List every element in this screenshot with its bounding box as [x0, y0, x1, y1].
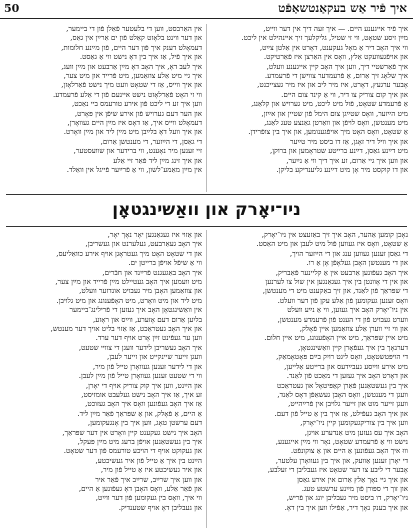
text-line: מיט ליד און מיט וואָרט, מיט האָפֿענונג און מיט גלויבן.	[56, 295, 202, 305]
text-line: האָב איך עס געזען מיט אַנדערע אויגן,	[304, 427, 408, 437]
text-line: וועגן זייער מוט און זייער גלויבן אין פֿרײַהייט,	[288, 399, 408, 409]
text-line: און הײַנט, ווען איך קוק צוריק אויף די יאָרן,	[85, 380, 202, 390]
text-line: אַ פֿרעמדע שטאָט, פֿול מיט ליכט, מיט גערויש און קלאַנג,	[251, 99, 408, 109]
text-line: און די מענטשן האָבן געלאָפֿן אָן אַ רו.	[306, 258, 408, 268]
text-line: און איך וועל דאָ בלײַבן מיט מײַן ליד און מײַן וואָרט.	[63, 127, 202, 137]
text-line: אַז איך האָב געפֿונען וואָס איך האָב געזוכט,	[85, 399, 202, 409]
text-line: און געקוקט אויף די הויכע טורעמס פֿון דער שטאָט.	[63, 446, 202, 456]
text-line: ווי איך, וואָס בין געקומען פֿון דער ווײַט,	[95, 493, 202, 503]
text-line: און ווען איך גיי אַרום, זע איך דיך ווי אַ נײַער,	[286, 155, 408, 165]
text-line: און ווען איך שרײַב, שרײַב איך פֿאַר איר	[95, 474, 202, 484]
text-line: און אויפֿגעוועקט אַלץ, וואָס אין האַרצן איז פֿאַרטיקט.	[263, 52, 408, 62]
text-line: און איך האָב געטראַכט, אַז אַזוי בליט אויך דער מענטש,	[50, 324, 202, 334]
text-line: איך לעב דאָ, איך האָב דאָ מײַן אַרבעט און מײַן וועג,	[61, 61, 202, 71]
text-line: אין האַרבסט, ווען די בלעטער פֿאַלן פֿון די ביימער,	[66, 24, 202, 33]
text-line: איך האָב געאַרבעט, געלערנט און געשריבן,	[85, 239, 202, 249]
text-line: ווי איך האָב דיר אַ מאָל געקענט, דאָרט אין אַלטן צײַט,	[259, 42, 408, 52]
top-right-column	[212, 24, 408, 192]
bottom-right-column	[212, 230, 408, 528]
text-line: בליִען אַרום דעם אָזערע, ווײַס און ראָזע,	[93, 314, 202, 324]
text-line: און ווי זיי ווערן אַלע צוזאַמען איין פֿאָלק,	[299, 324, 408, 334]
text-line: און איך האָב געפֿילט, אַז איך בין אַ טייל פֿון דעם.	[274, 408, 408, 418]
text-line: מיט מענטשן, וואָס לויפֿן און וואַרטן גאַנצע טעג לאַנג,	[264, 118, 408, 128]
text-line: אַ היים, אַ פֿאָלק, און אַ שפּראַך פֿאַר מײַן ליד.	[77, 408, 202, 418]
text-line: דעמאָלט ווייס איך, אַז דאָס איז מײַן היים געוואָרן,	[67, 118, 202, 128]
text-line: וואָס זענען געקומען פֿון אַלע עקן פֿון דער וועלט.	[277, 295, 408, 305]
text-line: דערנאָך בין איך געפֿאָרן קיין וואַשינגטאָן,	[298, 342, 408, 352]
text-line: אין ניו־יאָרק האָב איך געזען, ווי אַ נײַע וועלט	[287, 305, 408, 315]
text-line: אין מײַן מאַמע־לשון, ווי אַ פֿרײַער פֿייגל אין וואַלד.	[66, 165, 202, 175]
top-left-column	[6, 24, 202, 192]
text-line: מיט וועמען איך האָב געטיילט מײַן פֿרייד און מײַן צער,	[55, 277, 202, 287]
text-line: ווי זי האָט פֿאַרלאָזט נישט איינעם פֿון די אַלע פֿרעמדע.	[52, 89, 202, 99]
text-line: און איך וויל דיר זאָגן, אַז דו ביסט מיר טײַער	[289, 136, 408, 146]
text-line: און איך קום צוריק צו דיר, ווי אַ קינד צום היים.	[281, 89, 408, 99]
text-line: די גאַסן זענען געווען ענג און די הײַזער הויך,	[289, 248, 408, 258]
section-rule-top	[6, 194, 407, 195]
text-line: איך שלאָג זיך אַרום, אַ פֿרעמדער צווישן די פֿרעמדע.	[264, 71, 408, 81]
text-line: אַ שטאָט, וואָס האָט מיך אויפֿגענומען, און איך בין צופֿרידן.	[248, 127, 408, 137]
text-line: מײַן זיסע שטאָט, ווי זי שטיל, גליקלעך זיך איינהילט אין ליכט.	[241, 33, 408, 43]
text-line: ווי די שטעט זענען געוואָרן טייל פֿון מײַן לעבן.	[78, 371, 202, 381]
text-line: די גאַסן, די הײַזער, די מענטשן אַרום,	[100, 136, 202, 146]
column-gutter-top	[206, 24, 207, 192]
text-line: איך בין געשטאַנען פֿאַרן קאַפּיטאָל און געטראַכט	[276, 380, 408, 390]
text-line: אַ שטאָט, וואָס איז געווען פֿול מיט לעבן און מיט האַסט.	[256, 239, 408, 249]
text-line: דעמאָלט דענק איך פֿון דער היים, פֿון מײַנע חלומות,	[61, 42, 202, 52]
text-line: און איך גיי נאָך אַלץ אַרום אין אירע גאַסן	[297, 474, 408, 484]
page-number: 50	[4, 2, 20, 15]
text-line: ווי אַ שיפֿל אויפֿן ברייטן ים.	[128, 258, 202, 268]
text-line: וועגן זייער שיינקייט און זייער לעבן,	[106, 352, 202, 362]
text-line: איך האָב געפֿונען אַרבעט אין אַ קליינער פֿאַבריק,	[275, 267, 408, 277]
text-line: איך האָב באַגעגנט פֿרײַנד און חבֿרים,	[102, 267, 202, 277]
text-line: אין וואַשינגטאָן האָב איך געזען די פֿרילינג־ביימער	[69, 305, 202, 315]
text-line: נאָכן קומען אַהער, האָב איך זיך באַזעצט אין ניו־יאָרק,	[261, 230, 408, 239]
section-rule-bottom	[6, 226, 407, 227]
text-line: און איך בענק נאָך דיר, אַפֿילו ווען איך בין דאָ.	[284, 502, 408, 512]
text-line: זע איך, אַז איך האָב נישט געלעבט אומזיסט,	[81, 389, 202, 399]
text-line: און דאָרט האָב איך געזען די מאַכט פֿון לאַנד.	[286, 371, 408, 381]
text-line: מיט איין שפּראַך, מיט איין האָפֿענונג, מיט איין חלום.	[264, 333, 408, 343]
text-line: ניו־יאָרק, דו ביסט מיר געבליבן יונג און פֿריש,	[286, 493, 408, 503]
text-line: און זוך די ספּורן פֿון מײַנע ערשטע טעג.	[301, 483, 408, 493]
bottom-left-column	[6, 230, 202, 528]
text-line: און איך פֿיל, אַז איך בין דאָ נישט ווי אַ גאַסט.	[79, 52, 202, 62]
text-line: די שפּראַך פֿון לאַנד, און זיך באַקענט מיט די מענטשן,	[262, 286, 408, 296]
text-line: ווען איך בין צוריקגעקומען קיין ניו־יאָרק,	[300, 418, 408, 428]
text-line: הײַנט בין איך אַ טייל פֿון איר געשיכטע,	[95, 455, 202, 465]
text-line: און אין די אָוונטן בין איך געגאַנגען אין שול צו לערנען	[265, 277, 408, 287]
text-line: מיט הײַזער, וואָס שטײַגן צום הימל פֿון שטיין און אײַזן,	[261, 108, 408, 118]
text-line: און די לידער זענען געוואָרן טייל פֿון מיר,	[92, 361, 202, 371]
text-line: און געבליבן דאָ אויף שטענדיק.	[118, 502, 202, 512]
text-line: אָבער ערגעץ, דאָרט, איז מיר ליב און איז מיר געצייכנט,	[257, 80, 408, 90]
text-line: און איך זינג מײַן ליד פֿאַר זיי אַלע	[113, 155, 202, 165]
text-line: און אַזוי איז געגאַנגען יאָר נאָך יאָר,	[107, 230, 202, 239]
text-line: זיי זענען מיר נאָענט, ווי ברידער און שוועסטער,	[73, 146, 202, 156]
section-title: ניו־יאָרק און וואַשינגטאָן	[112, 200, 301, 220]
text-line: און די שטאָט האָט מיך געטראָגן אויף אירע כוואַליעס,	[56, 248, 202, 258]
text-line: וועגן די מענטשן, וואָס האָבן געשאַפֿן דאָס לאַנד,	[277, 389, 408, 399]
text-line: דעם ערשטן טאָג, ווען איך בין אָנגעקומען,	[87, 418, 202, 428]
text-line: מיט דײַנע גאַסן, דײַנע ברייטע שטראָמען און ברוקן,	[269, 146, 408, 156]
text-line: איך פֿאַרשטיי דיך, ווען איך האָב קיין אייגענע וועלט,	[266, 61, 408, 71]
text-line: די הויפּטשטאָט, וואָס ליגט רויִק בײַם פּאָטאָמאַק,	[276, 352, 408, 362]
text-line: איך גיי מיט אַלע צוזאַמען, מיט פֿרייד און מיט צער,	[63, 71, 202, 81]
text-line: וווּ איך האָב געפֿונען אַ היים און אַ צוקונפֿט.	[290, 446, 408, 456]
text-line: איך פֿיר אייגענע היים. — איך זעה דיך אין דער ווייט,	[263, 24, 408, 33]
text-line: האָב איך נישט געקענט קיין וואָרט אין דער שפּראַך,	[62, 427, 202, 437]
text-line: ווערט געבויט פֿון די הענט פֿון פֿרעמדע מענטשן,	[277, 314, 408, 324]
column-gutter-bottom	[206, 230, 207, 528]
text-line: און צוזאַמען האָבן מיר געבויט אונדזער וועלט,	[79, 286, 202, 296]
text-line: און הער דעם גערויש פֿון אירע שיפֿן אין פּאָרט,	[74, 108, 202, 118]
text-line: ווען ער געפֿינט זײַן אָרט אויף דער ערד.	[95, 333, 202, 343]
text-line: און איך ווייס, אַז די שטאָט וועט מיך נישט פֿאַרלאָזן,	[61, 80, 202, 90]
page-header	[0, 0, 413, 19]
text-line: ווען איך זע די ליכט פֿון אירע טורעמס ביי נאַכט,	[71, 99, 202, 109]
text-line: נישט ווי אַ פֿרעמדע שטאָט, נאָר ווי מײַן אייגענע,	[275, 436, 408, 446]
text-line: איך האָב געשריבן לידער וועגן די צוויי שטעט,	[78, 342, 202, 352]
text-line: מיט אירע ווײַסע געבײַדעס און ברייטע אַלייען,	[284, 361, 408, 371]
text-line: אָבער די ליבע צו דער שטאָט איז געבליבן די זעלבע,	[267, 465, 408, 475]
running-head: איך פֿיר אַש בעקאַנטשאַפֿט	[278, 1, 407, 15]
text-line: און דער ווינט בלאָזט קאַלט פֿון ים אַרײַן אין גאַס,	[70, 33, 202, 43]
text-line: די יאָרן זענען אַוועק, און איך בין געוואָרן עלטער,	[275, 455, 408, 465]
text-line: איך בין געשטאַנען אויפֿן ברעג מיט מײַן פּעקל,	[77, 436, 202, 446]
text-line: און דו קוקסט מיר אָן מיט דײַנע גליענדיקע בליקן.	[276, 165, 408, 175]
text-line: און פֿאַר אַלע, וואָס האָבן דאָ געפֿונען אַ היים,	[78, 483, 202, 493]
text-line: און איר געשיכטע איז אַ טייל פֿון מיר,	[100, 465, 202, 475]
